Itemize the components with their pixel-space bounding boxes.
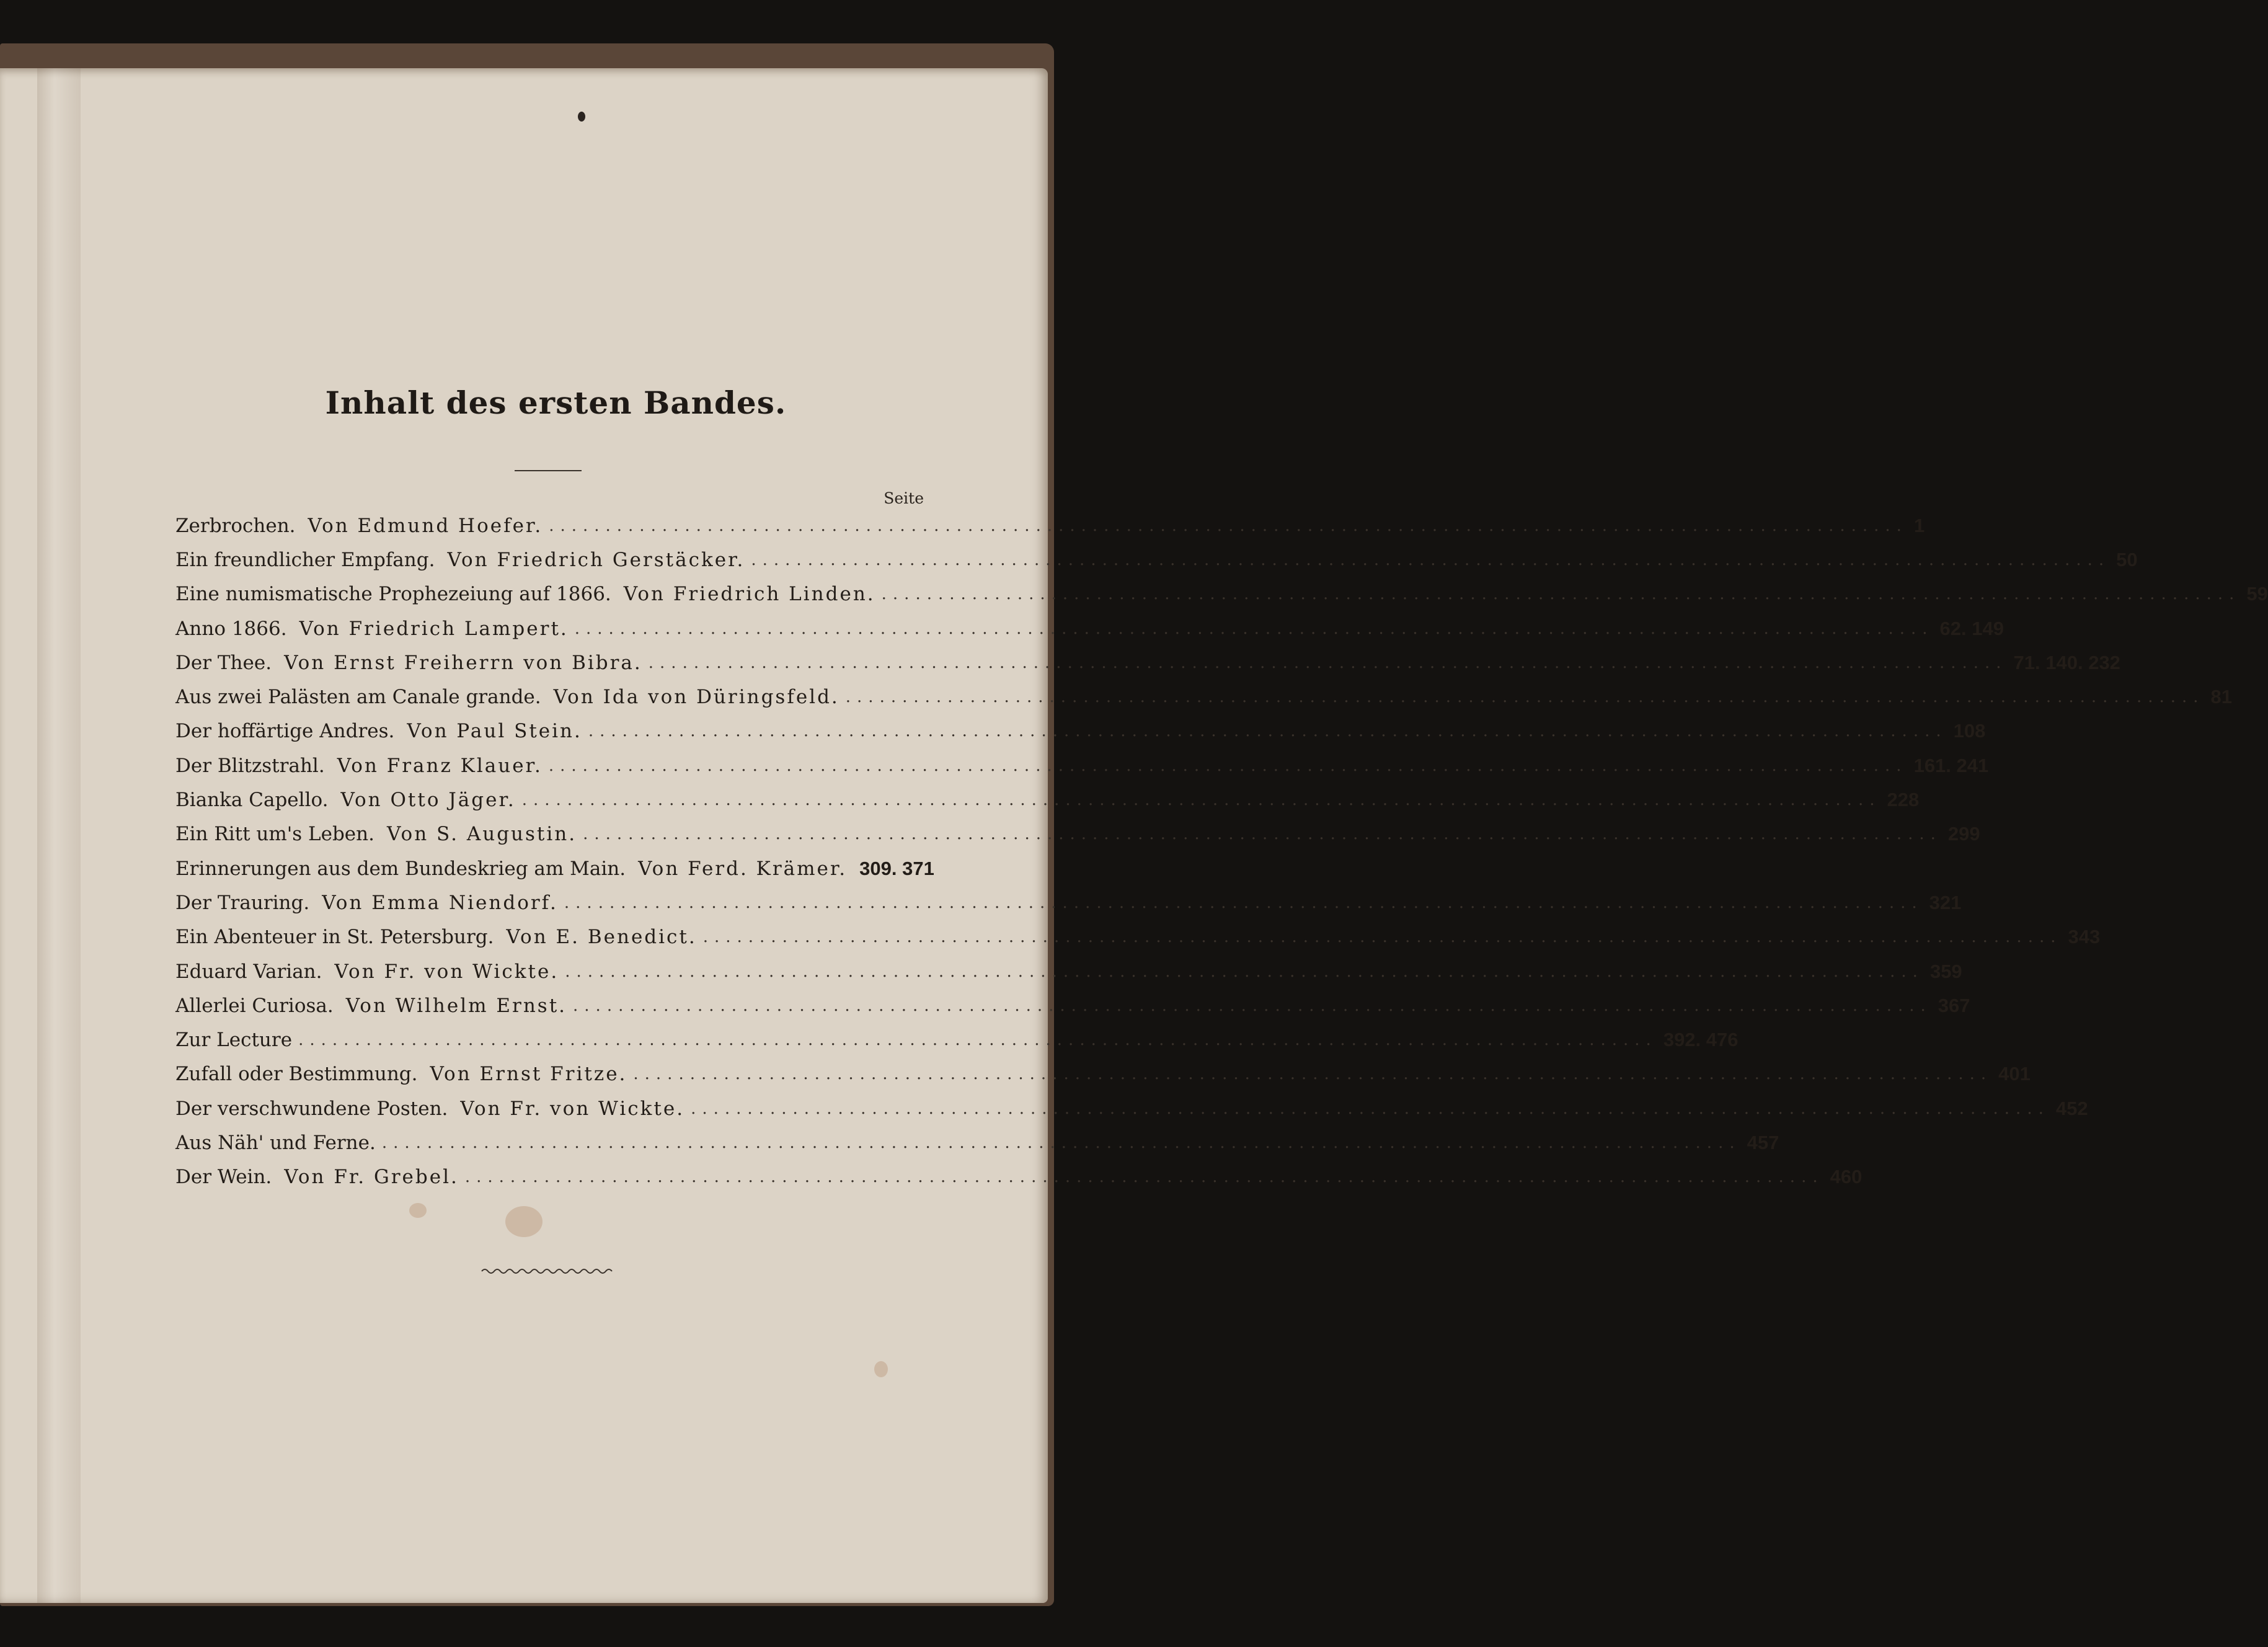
- dot-leader: ........................................................................................................................: [588, 722, 1947, 741]
- toc-entry: [175, 508, 1925, 543]
- paper-stain: [409, 1203, 427, 1218]
- toc-entry-author: Von Ida von Düringsfeld.: [553, 686, 839, 709]
- toc-entry-title: Der Wein.: [175, 1166, 272, 1189]
- toc-entry: [175, 1125, 1779, 1160]
- toc-entry: [175, 543, 2138, 577]
- toc-entry-page: 321: [1929, 891, 1962, 913]
- toc-entry-author: Von S. Augustin.: [386, 823, 577, 846]
- toc-entry-title: Aus Näh' und Ferne.: [175, 1131, 376, 1154]
- closing-ornament: [481, 1266, 617, 1276]
- dot-leader: ........................................................................................................................: [583, 825, 1942, 844]
- toc-entry-title: Ein Ritt um's Leben.: [175, 823, 374, 846]
- toc-entry-page: 299: [1947, 823, 1980, 845]
- paper-stain: [874, 1361, 888, 1377]
- toc-entry: [175, 817, 1980, 851]
- toc-entry-title: Der Thee.: [175, 651, 272, 674]
- toc-entry-title: Eduard Varian.: [175, 960, 322, 983]
- toc-entry: [175, 1023, 1739, 1057]
- toc-entry-page: 309. 371: [859, 857, 934, 879]
- toc-entry-page: 452: [2055, 1097, 2088, 1119]
- toc-entry: [175, 851, 934, 886]
- toc-entry-title: Der hoffärtige Andres.: [175, 720, 395, 743]
- toc-entry-author: Von Edmund Hoefer.: [308, 514, 543, 537]
- toc-entry-author: Von Emma Niendorf.: [322, 891, 558, 914]
- toc-entry: [175, 988, 1970, 1023]
- dot-leader: ........................................................................................................................: [573, 996, 1932, 1015]
- toc-entry-author: Von Fr. von Wickte.: [334, 960, 559, 983]
- toc-entry-author: Von Ernst Freiherrn von Bibra.: [284, 651, 642, 674]
- toc-entry-title: Der Blitzstrahl.: [175, 754, 325, 777]
- toc-entry-title: Der verschwundene Posten.: [175, 1097, 448, 1120]
- toc-entry-page: 457: [1747, 1131, 1779, 1153]
- toc-entry-page: 161. 241: [1913, 754, 1989, 776]
- toc-entry-title: Zerbrochen.: [175, 514, 296, 537]
- toc-entry-page: 62. 149: [1939, 617, 2004, 639]
- toc-entry: [175, 646, 2120, 680]
- toc-entry-author: Von E. Benedict.: [506, 926, 697, 949]
- toc-entry-author: Von Friedrich Lampert.: [299, 617, 569, 640]
- toc-entry-author: Von Franz Klauer.: [337, 754, 543, 777]
- table-of-contents: [175, 508, 2268, 1194]
- toc-entry-author: Von Paul Stein.: [407, 720, 582, 743]
- toc-entry: [175, 611, 2004, 646]
- toc-entry-author: Von Fr. Grebel.: [284, 1166, 459, 1189]
- toc-entry-page: 460: [1830, 1166, 1863, 1188]
- toc-entry-page: 359: [1929, 960, 1962, 982]
- dot-leader: ........................................................................................................................: [565, 962, 1924, 981]
- toc-entry-page: 367: [1938, 994, 1970, 1016]
- toc-entry-page: 71. 140. 232: [2013, 651, 2120, 673]
- toc-entry-title: Bianka Capello.: [175, 789, 329, 812]
- page-column-header: Seite: [884, 489, 924, 507]
- toc-entry-title: Zur Lecture: [175, 1029, 293, 1052]
- toc-entry-author: Von Fr. von Wickte.: [460, 1097, 685, 1120]
- toc-entry-author: Von Friedrich Gerstäcker.: [447, 548, 745, 571]
- toc-entry: [175, 920, 2101, 954]
- dot-leader: ........................................................................................................................: [845, 688, 2205, 707]
- toc-entry: [175, 1091, 2088, 1125]
- toc-entry-author: Von Ernst Fritze.: [430, 1063, 627, 1086]
- toc-entry: [175, 886, 1962, 920]
- dot-leader: ........................................................................................................................: [574, 619, 1934, 638]
- dot-leader: ........................................................................................................................: [751, 550, 2111, 569]
- dot-leader: ........................................................................................................................: [521, 791, 1881, 810]
- toc-entry: [175, 954, 1962, 988]
- dot-leader: ........................................................................................................................: [881, 585, 2241, 604]
- title-divider: [515, 470, 582, 471]
- toc-entry: [175, 714, 1986, 748]
- toc-entry-page: 228: [1887, 789, 1920, 811]
- toc-entry-title: Zufall oder Bestimmung.: [175, 1063, 418, 1086]
- dot-leader: ........................................................................................................................: [298, 1031, 1657, 1050]
- toc-entry: [175, 748, 1989, 783]
- toc-entry-page: 108: [1953, 720, 1986, 742]
- toc-entry: [175, 1160, 1863, 1194]
- dot-leader: ........................................................................................................................: [549, 516, 1908, 535]
- toc-entry-author: Von Wilhelm Ernst.: [345, 994, 567, 1017]
- toc-entry: [175, 680, 2233, 714]
- toc-entry-page: 401: [1998, 1063, 2031, 1085]
- dot-leader: ........................................................................................................................: [548, 756, 1908, 775]
- toc-entry-title: Eine numismatische Prophezeiung auf 1866.: [175, 583, 611, 606]
- toc-entry-title: Aus zwei Palästen am Canale grande.: [175, 686, 541, 709]
- toc-entry-title: Ein Abenteuer in St. Petersburg.: [175, 926, 494, 949]
- toc-entry-page: 343: [2068, 926, 2101, 948]
- toc-entry-page: 50: [2116, 548, 2138, 570]
- toc-entry-title: Anno 1866.: [175, 617, 287, 640]
- dot-leader: ........................................................................................................................: [633, 1065, 1993, 1084]
- toc-entry-page: 1: [1913, 514, 1925, 536]
- page-title: Inhalt des ersten Bandes.: [325, 384, 787, 421]
- toc-entry-title: Der Trauring.: [175, 891, 310, 914]
- dot-leader: ........................................................................................................................: [564, 893, 1923, 912]
- toc-entry: [175, 1057, 2031, 1091]
- toc-entry-page: 81: [2210, 686, 2233, 708]
- dot-leader: ........................................................................................................................: [381, 1133, 1741, 1152]
- paper-stain: [505, 1206, 543, 1237]
- ink-dot-mark: [578, 112, 585, 122]
- toc-entry-author: Von Ferd. Krämer.: [638, 857, 848, 880]
- toc-entry-author: Von Otto Jäger.: [340, 789, 516, 812]
- dot-leader: ........................................................................................................................: [648, 653, 2008, 672]
- toc-entry-title: Ein freundlicher Empfang.: [175, 548, 435, 571]
- toc-entry: [175, 783, 1920, 817]
- toc-entry-author: Von Friedrich Linden.: [623, 583, 875, 606]
- dot-leader: ........................................................................................................................: [691, 1099, 2050, 1118]
- toc-entry-title: Erinnerungen aus dem Bundeskrieg am Main.: [175, 857, 626, 880]
- dot-leader: ........................................................................................................................: [702, 928, 2062, 947]
- dot-leader: ........................................................................................................................: [464, 1168, 1824, 1187]
- toc-entry-page: 59: [2246, 583, 2268, 605]
- toc-entry: [175, 577, 2268, 611]
- binding-gutter: [37, 68, 81, 1603]
- toc-entry-title: Allerlei Curiosa.: [175, 994, 334, 1017]
- toc-entry-page: 392. 476: [1663, 1029, 1739, 1051]
